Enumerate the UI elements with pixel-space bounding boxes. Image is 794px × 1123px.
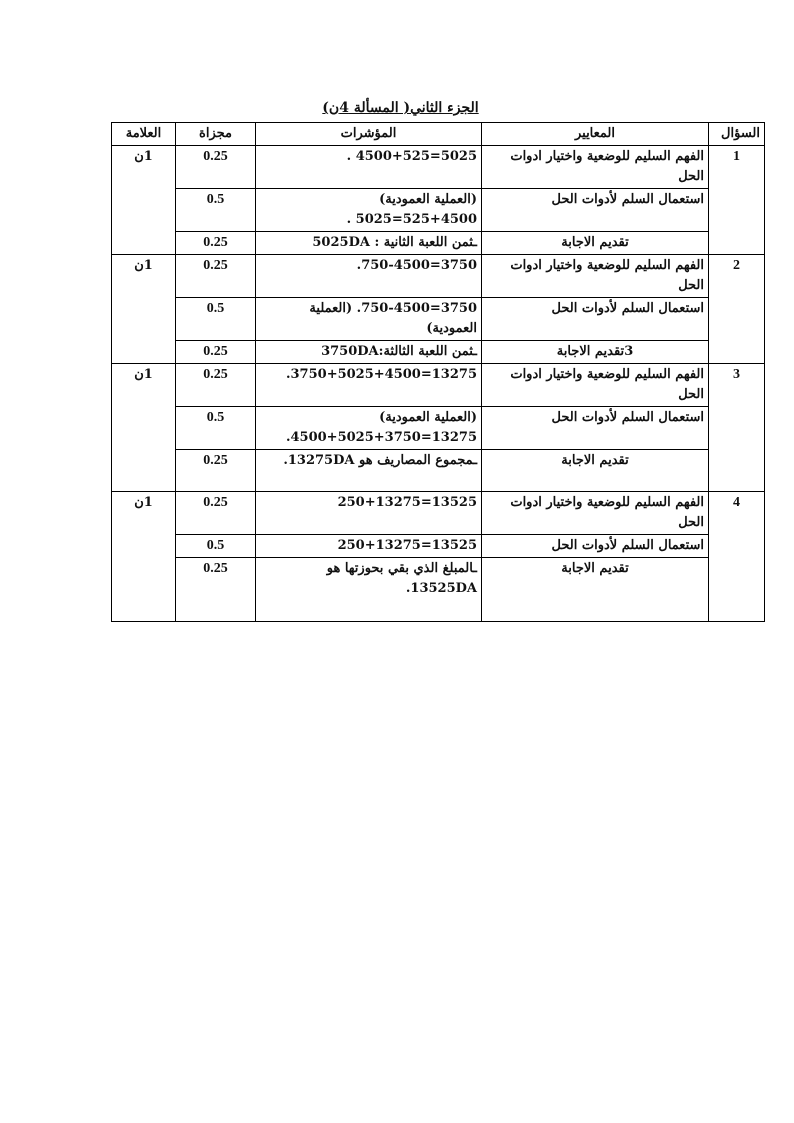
indicator-cell: (العملية العمودية) 4500+525=5025 .: [256, 189, 482, 232]
points-cell: 0.25: [176, 232, 256, 255]
header-mark: العلامة: [112, 123, 176, 146]
question-mark: 1ن: [112, 255, 176, 364]
indicator-cell: 3750=750-4500. (العملية العمودية): [256, 298, 482, 341]
question-number: 1: [709, 146, 765, 255]
points-cell: 0.5: [176, 407, 256, 450]
indicator-cell: 5025=4500+525 .: [256, 146, 482, 189]
table-row: [112, 407, 765, 450]
question-number: 4: [709, 492, 765, 622]
criterion-cell: استعمال السلم لأدوات الحل: [482, 535, 709, 558]
table-row: [112, 146, 765, 189]
criterion-cell: تقديم الاجابة: [482, 232, 709, 255]
grading-table: [111, 122, 765, 622]
question-mark: 1ن: [112, 492, 176, 622]
table-row: [112, 341, 765, 364]
indicator-cell: (العملية العمودية) 13275=3750+5025+4500.: [256, 407, 482, 450]
indicator-cell: 3750=750-4500.: [256, 255, 482, 298]
points-cell: 0.5: [176, 535, 256, 558]
criterion-cell: استعمال السلم لأدوات الحل: [482, 298, 709, 341]
table-row: [112, 232, 765, 255]
table-row: [112, 364, 765, 407]
table-row: [112, 450, 765, 492]
question-mark: 1ن: [112, 146, 176, 255]
table-row: [112, 492, 765, 535]
question-number: 2: [709, 255, 765, 364]
points-cell: 0.25: [176, 341, 256, 364]
criterion-cell: تقديم الاجابة: [482, 558, 709, 622]
criterion-cell: استعمال السلم لأدوات الحل: [482, 407, 709, 450]
points-cell: 0.25: [176, 492, 256, 535]
points-cell: 0.25: [176, 364, 256, 407]
table-row: [112, 535, 765, 558]
indicator-cell: 13275=3750+5025+4500.: [256, 364, 482, 407]
question-number: 3: [709, 364, 765, 492]
table-row: [112, 189, 765, 232]
indicator-cell: ـالمبلغ الذي بقي بحوزتها هو 13525DA.: [256, 558, 482, 622]
table-row: [112, 298, 765, 341]
indicator-cell: ـثمن اللعبة الثانية : 5025DA: [256, 232, 482, 255]
points-cell: 0.25: [176, 146, 256, 189]
points-cell: 0.25: [176, 558, 256, 622]
indicator-cell: 13525=250+13275: [256, 535, 482, 558]
indicator-cell: 13525=250+13275: [256, 492, 482, 535]
points-cell: 0.5: [176, 298, 256, 341]
page-title: الجزء الثاني( المسألة 4ن): [322, 100, 479, 116]
header-question: السؤال: [709, 123, 765, 146]
points-cell: 0.5: [176, 189, 256, 232]
criterion-cell: الفهم السليم للوضعية واختيار ادوات الحل: [482, 146, 709, 189]
table-row: [112, 558, 765, 622]
header-criteria: المعايير: [482, 123, 709, 146]
indicator-cell: ـمجموع المصاريف هو 13275DA.: [256, 450, 482, 492]
criterion-cell: الفهم السليم للوضعية واختيار ادوات الحل: [482, 492, 709, 535]
criterion-cell: الفهم السليم للوضعية واختيار ادوات الحل: [482, 364, 709, 407]
header-indicators: المؤشرات: [256, 123, 482, 146]
header-row: [112, 123, 765, 146]
points-cell: 0.25: [176, 255, 256, 298]
criterion-cell: تقديم الاجابة: [482, 450, 709, 492]
criterion-cell: استعمال السلم لأدوات الحل: [482, 189, 709, 232]
points-cell: 0.25: [176, 450, 256, 492]
header-partial: مجزاة: [176, 123, 256, 146]
indicator-cell: ـثمن اللعبة الثالثة:3750DA: [256, 341, 482, 364]
question-mark: 1ن: [112, 364, 176, 492]
table-row: [112, 255, 765, 298]
criterion-cell: الفهم السليم للوضعية واختيار ادوات الحل: [482, 255, 709, 298]
criterion-cell: 3تقديم الاجابة: [482, 341, 709, 364]
